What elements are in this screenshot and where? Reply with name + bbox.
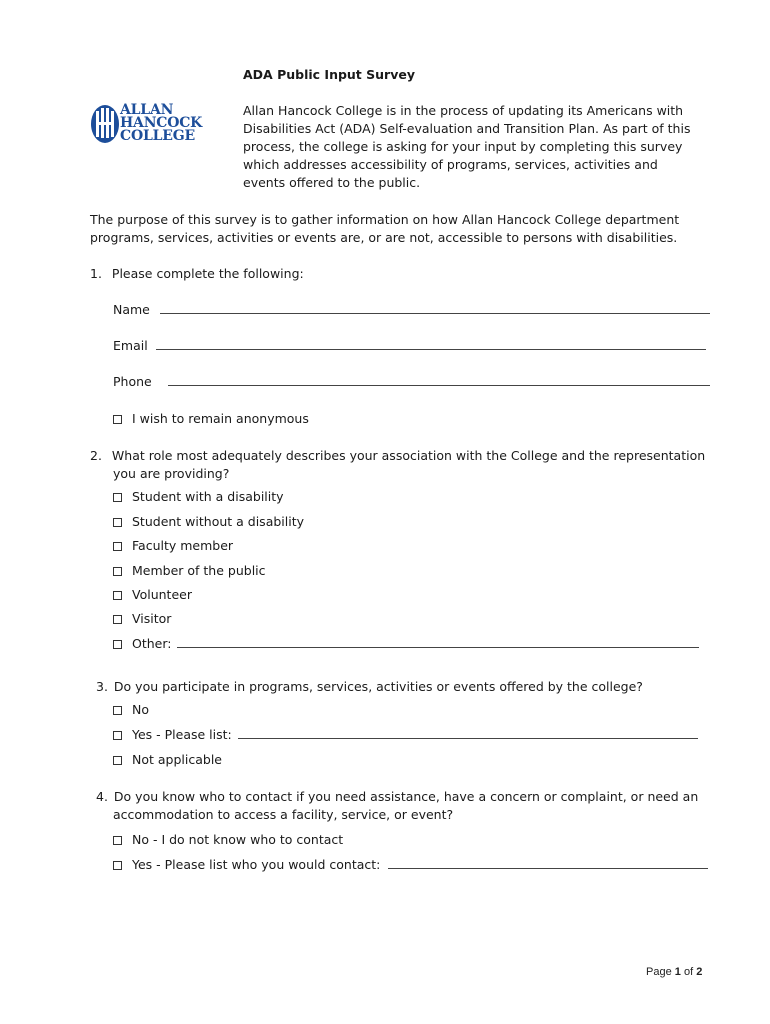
option-label: Other: — [132, 636, 172, 651]
option-label: Not applicable — [132, 752, 222, 767]
checkbox[interactable] — [113, 640, 122, 649]
page-word: Page — [646, 966, 672, 978]
question-text-continued: accommodation to access a facility, service, or event? — [113, 807, 454, 822]
contact-option[interactable] — [113, 831, 343, 849]
question-number: 3. — [96, 679, 108, 694]
checkbox[interactable] — [113, 415, 122, 424]
question-number: 2. — [90, 448, 102, 463]
name-label: Name — [113, 302, 150, 317]
participation-list-input-line[interactable] — [238, 726, 698, 739]
option-label: Member of the public — [132, 563, 266, 578]
checkbox[interactable] — [113, 731, 122, 740]
page-title: ADA Public Input Survey — [243, 67, 415, 82]
contact-option-yes[interactable] — [113, 856, 708, 874]
intro-paragraph — [243, 102, 690, 192]
checkbox[interactable] — [113, 615, 122, 624]
participation-option-yes[interactable] — [113, 726, 698, 744]
of-word: of — [683, 966, 694, 978]
option-label: No — [132, 702, 149, 717]
participation-option[interactable] — [113, 751, 222, 769]
college-logo-text — [120, 104, 220, 143]
option-label: Student with a disability — [132, 489, 284, 504]
contact-list-input-line[interactable] — [388, 856, 708, 869]
role-option[interactable] — [113, 586, 192, 604]
phone-label: Phone — [113, 374, 152, 389]
name-input-line[interactable] — [160, 301, 710, 314]
option-label: No - I do not know who to contact — [132, 832, 344, 847]
page-current: 1 — [674, 966, 681, 978]
checkbox[interactable] — [113, 591, 122, 600]
intro-line: which addresses accessibility of programs, services, activities and — [243, 157, 658, 172]
question-1 — [90, 265, 304, 283]
option-label: Student without a disability — [132, 514, 305, 529]
email-label: Email — [113, 338, 148, 353]
role-option-other[interactable] — [113, 635, 699, 653]
question-3 — [96, 678, 643, 696]
email-input-line[interactable] — [156, 337, 706, 350]
phone-field[interactable] — [113, 373, 710, 391]
question-text: Please complete the following: — [111, 266, 304, 281]
name-field[interactable] — [113, 301, 710, 319]
purpose-line: programs, services, activities or events are, or are not, accessible to persons with disabilities. — [90, 230, 678, 245]
role-option[interactable] — [113, 610, 171, 628]
intro-line: process, the college is asking for your input by completing this survey — [243, 139, 683, 154]
purpose-paragraph — [90, 211, 679, 247]
question-text: What role most adequately describes your association with the College and the representation — [111, 448, 706, 463]
question-number: 4. — [96, 789, 108, 804]
logo-line-1: ALLAN — [120, 102, 174, 118]
college-logo — [90, 103, 220, 145]
checkbox[interactable] — [113, 706, 122, 715]
role-option[interactable] — [113, 513, 304, 531]
checkbox[interactable] — [113, 518, 122, 527]
question-text-continued: you are providing? — [113, 466, 230, 481]
checkbox[interactable] — [113, 493, 122, 502]
other-input-line[interactable] — [177, 635, 699, 648]
role-option[interactable] — [113, 488, 284, 506]
checkbox[interactable] — [113, 861, 122, 870]
question-4 — [96, 788, 698, 824]
role-option[interactable] — [113, 562, 266, 580]
logo-line-3: COLLEGE — [120, 128, 195, 144]
checkbox[interactable] — [113, 567, 122, 576]
intro-line: Disabilities Act (ADA) Self-evaluation and Transition Plan. As part of this — [243, 121, 691, 136]
option-label: Faculty member — [132, 538, 234, 553]
role-option[interactable] — [113, 537, 233, 555]
phone-input-line[interactable] — [168, 373, 710, 386]
question-2 — [90, 447, 705, 483]
checkbox[interactable] — [113, 542, 122, 551]
purpose-line: The purpose of this survey is to gather information on how Allan Hancock College department — [90, 212, 680, 227]
question-number: 1. — [90, 266, 102, 281]
page-number — [646, 966, 702, 978]
question-text: Do you participate in programs, services, activities or events offered by the college? — [113, 679, 643, 694]
page-total: 2 — [696, 966, 703, 978]
intro-line: events offered to the public. — [243, 175, 421, 190]
anonymous-option[interactable] — [113, 410, 309, 428]
question-text: Do you know who to contact if you need assistance, have a concern or complaint, or need an — [113, 789, 699, 804]
option-label: Yes - Please list who you would contact: — [132, 857, 381, 872]
intro-line: Allan Hancock College is in the process of updating its Americans with — [243, 103, 684, 118]
option-label: I wish to remain anonymous — [132, 411, 309, 426]
participation-option[interactable] — [113, 701, 149, 719]
checkbox[interactable] — [113, 836, 122, 845]
option-label: Visitor — [132, 611, 172, 626]
college-emblem-icon — [90, 103, 120, 145]
logo-line-2: HANCOCK — [120, 115, 203, 131]
checkbox[interactable] — [113, 756, 122, 765]
option-label: Yes - Please list: — [132, 727, 232, 742]
email-field[interactable] — [113, 337, 706, 355]
option-label: Volunteer — [132, 587, 192, 602]
